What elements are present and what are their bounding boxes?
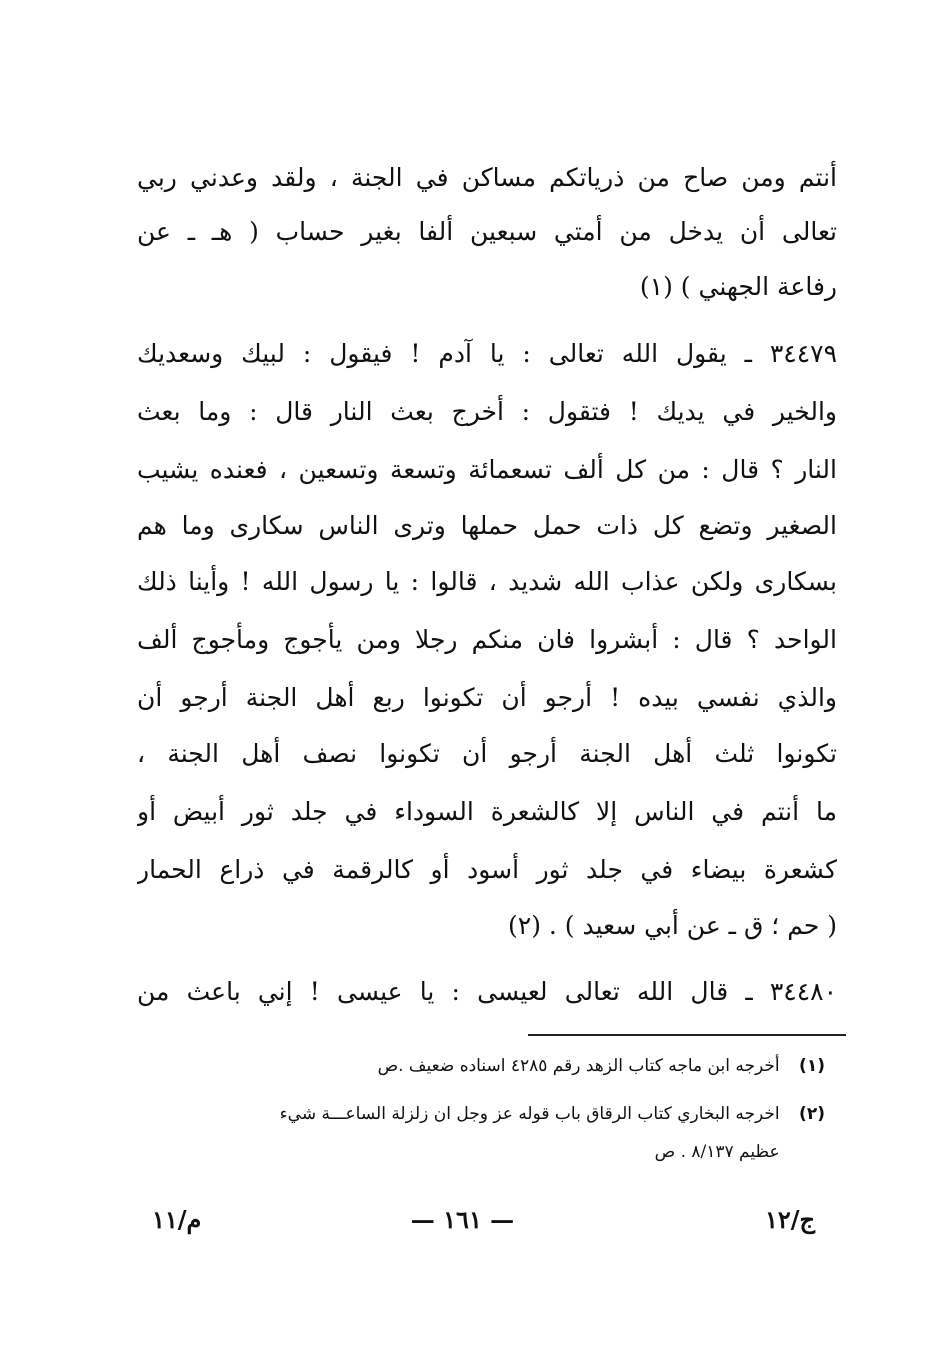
body-line: أنتم ومن صاح من ذرياتكم مساكن في الجنة ، ولقد وعدني ربي [137, 163, 837, 192]
body-line: والخير في يديك ! فتقول : أخرج بعث النار قال : وما بعث [137, 397, 837, 426]
hadith-start-line: ٣٤٤٧٩ ـ يقول الله تعالى : يا آدم ! فيقول : لبيك وسعديك [137, 339, 837, 368]
hadith-start-line: ٣٤٤٨٠ ـ قال الله تعالى لعيسى : يا عيسى ! إني باعث من [137, 977, 837, 1006]
body-line: الواحد ؟ قال : أبشروا فان منكم رجلا ومن يأجوج ومأجوج ألف [137, 625, 837, 654]
body-line: تكونوا ثلث أهل الجنة أرجو أن تكونوا نصف أهل الجنة ، [137, 739, 837, 768]
body-line: والذي نفسي بيده ! أرجو أن تكونوا ربع أهل الجنة أرجو أن [137, 683, 837, 712]
footnote-number: (١) [799, 1056, 825, 1076]
page-number: — ١٦١ — [410, 1205, 515, 1234]
footnote-divider [528, 1034, 846, 1036]
footnote-number: (٢) [799, 1104, 825, 1124]
footnote-2 [125, 1100, 825, 1128]
body-line: تعالى أن يدخل من أمتي سبعين ألفا بغير حساب ( هـ ـ عن [137, 217, 837, 246]
signature-mark: م/١١ [152, 1205, 202, 1234]
footnote-text: أخرجه ابن ماجه كتاب الزهد رقم ٤٢٨٥ اسناده ضعيف .ص [377, 1056, 780, 1076]
body-line: بسكارى ولكن عذاب الله شديد ، قالوا : يا رسول الله ! وأينا ذلك [137, 567, 837, 596]
body-line: رفاعة الجهني ) (١) [639, 272, 837, 301]
footnote-text: عظيم ٨/١٣٧ . ص [654, 1142, 780, 1162]
body-line: ( حم ؛ ق ـ عن أبي سعيد ) . (٢) [507, 911, 837, 940]
body-line: كشعرة بيضاء في جلد ثور أسود أو كالرقمة في ذراع الحمار [137, 855, 837, 884]
body-line: النار ؟ قال : من كل ألف تسعمائة وتسعة وتسعين ، فعنده يشيب [137, 455, 837, 484]
volume-mark: ج/١٢ [764, 1205, 815, 1234]
body-line: الصغير وتضع كل ذات حمل حملها وترى الناس سكارى وما هم [137, 511, 837, 540]
footnote-2-continuation [125, 1138, 825, 1166]
footnote-1 [125, 1052, 825, 1080]
footnote-text: اخرجه البخاري كتاب الرقاق باب قوله عز وجل ان زلزلة الساعـــة شيء [279, 1104, 780, 1124]
body-line: ما أنتم في الناس إلا كالشعرة السوداء في جلد ثور أبيض أو [137, 797, 837, 826]
